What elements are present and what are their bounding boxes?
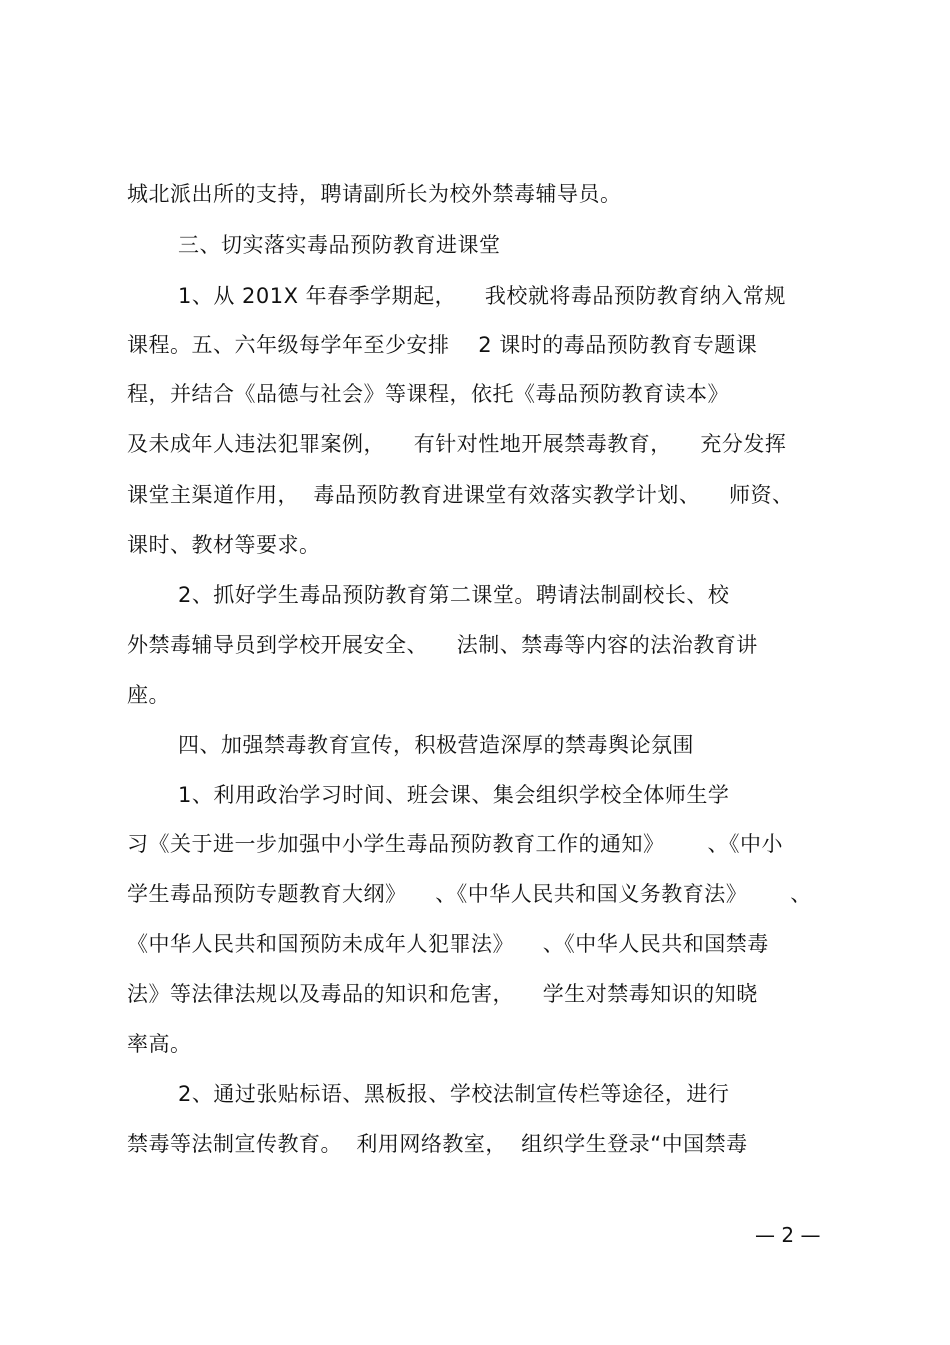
page-number: — 2 —: [755, 1223, 821, 1247]
section-heading: 四、加强禁毒教育宣传，积极营造深厚的禁毒舆论氛围: [178, 733, 694, 757]
text-line: 率高。: [127, 1032, 192, 1056]
text-line: 座。: [127, 683, 170, 707]
text-line: 法》等法律法规以及毒品的知识和危害， 学生对禁毒知识的知晓: [127, 982, 758, 1006]
text-line: 习《关于进一步加强中小学生毒品预防教育工作的通知》 、《中小: [127, 832, 784, 856]
text-line: 课时、教材等要求。: [127, 533, 321, 557]
text-line: 程，并结合《品德与社会》等课程，依托《毒品预防教育读本》: [127, 382, 729, 406]
text-line: 《中华人民共和国预防未成年人犯罪法》 、《中华人民共和国禁毒: [127, 932, 769, 956]
text-line: 及未成年人违法犯罪案例， 有针对性地开展禁毒教育， 充分发挥: [127, 432, 787, 456]
text-line: 外禁毒辅导员到学校开展安全、 法制、禁毒等内容的法治教育讲: [127, 633, 758, 657]
text-line: 课程。五、六年级每学年至少安排 2 课时的毒品预防教育专题课: [127, 333, 758, 357]
text-line: 2、通过张贴标语、黑板报、学校法制宣传栏等途径，进行: [178, 1082, 730, 1106]
text-line: 学生毒品预防专题教育大纲》 、《中华人民共和国义务教育法》 、: [127, 882, 812, 906]
text-line: 1、从 201X 年春季学期起， 我校就将毒品预防教育纳入常规: [178, 284, 786, 308]
text-line: 城北派出所的支持，聘请副所长为校外禁毒辅导员。: [127, 182, 622, 206]
text-line: 1、利用政治学习时间、班会课、集会组织学校全体师生学: [178, 783, 730, 807]
text-line: 课堂主渠道作用， 毒品预防教育进课堂有效落实教学计划、 师资、: [127, 483, 794, 507]
section-heading: 三、切实落实毒品预防教育进课堂: [178, 233, 501, 257]
text-line: 禁毒等法制宣传教育。 利用网络教室， 组织学生登录“中国禁毒: [127, 1132, 748, 1156]
text-line: 2、抓好学生毒品预防教育第二课堂。聘请法制副校长、校: [178, 583, 730, 607]
